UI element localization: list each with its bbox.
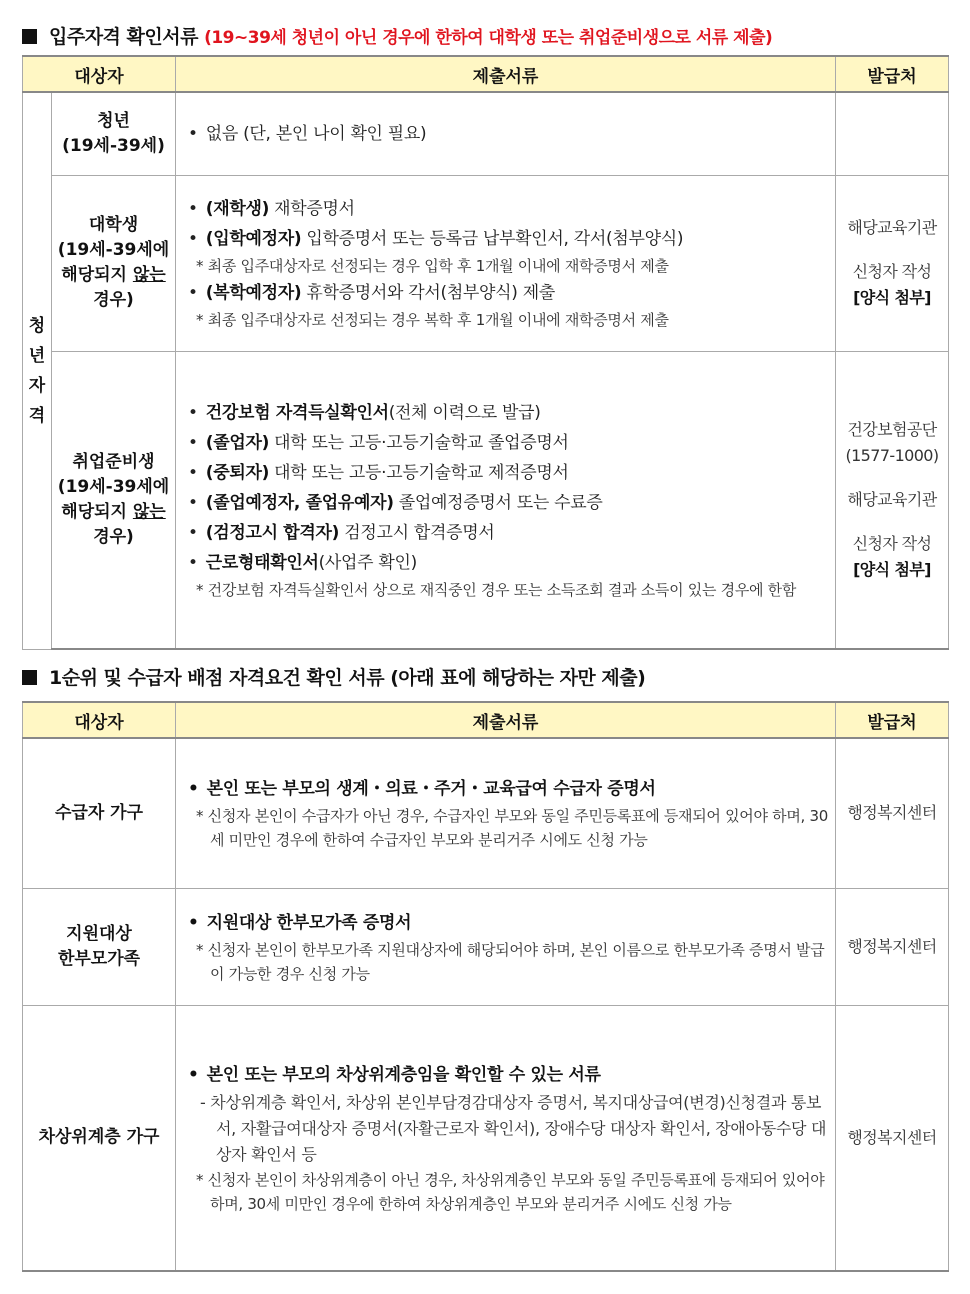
header-docs: 제출서류 xyxy=(176,702,836,738)
target-cell-student: 대학생 (19세-39세에 해당되지 않는 경우) xyxy=(52,175,176,351)
section2-title: 1순위 및 수급자 배점 자격요건 확인 서류 (아래 표에 해당하는 자만 제출) xyxy=(22,663,645,690)
note: * 신청자 본인이 차상위계층이 아닌 경우, 차상위계층인 부모와 동일 주민등록표에 등재되어 있어야 하며, 30세 미만인 경우에 한하여 차상위계층인 부모와 분리거주 시에도 신청 가능 xyxy=(196,1170,825,1213)
note: * 신청자 본인이 한부모가족 지원대상자에 해당되어야 하며, 본인 이름으로 한부모가족 증명서 발급이 가능한 경우 신청 가능 xyxy=(196,940,825,983)
header-target: 대상자 xyxy=(23,56,176,92)
target-cell-youth: 청년 (19세-39세) xyxy=(52,92,176,175)
table-header-row xyxy=(23,56,949,92)
header-issuer: 발급처 xyxy=(836,56,949,92)
issuer-cell-recipient: 행정복지센터 xyxy=(836,738,949,888)
list-item: • (재학생) 재학증명서 xyxy=(188,194,829,224)
list-item: • (검정고시 합격자) 검정고시 합격증명서 xyxy=(188,518,829,548)
note: * 최종 입주대상자로 선정되는 경우 입학 후 1개월 이내에 재학증명서 제출 xyxy=(196,257,669,275)
note: * 최종 입주대상자로 선정되는 경우 복학 후 1개월 이내에 재학증명서 제출 xyxy=(196,311,669,329)
section1-title: 입주자격 확인서류 (19~39세 청년이 아닌 경우에 한하여 대학생 또는 취업준비생으로 서류 제출) xyxy=(22,22,772,49)
table-row xyxy=(23,738,949,888)
header-docs: 제출서류 xyxy=(176,56,836,92)
list-item: • (중퇴자) 대학 또는 고등·고등기술학교 제적증명서 xyxy=(188,458,829,488)
target-cell-recipient: 수급자 가구 xyxy=(23,738,176,888)
square-bullet-icon xyxy=(22,29,37,44)
target-cell-job-seeker: 취업준비생 (19세-39세에 해당되지 않는 경우) xyxy=(52,351,176,649)
table-row xyxy=(23,351,949,649)
list-item: • (입학예정자) 입학증명서 또는 등록금 납부확인서, 각서(첨부양식) xyxy=(188,224,829,254)
list-item: • 지원대상 한부모가족 증명서 xyxy=(188,908,829,938)
header-target: 대상자 xyxy=(23,702,176,738)
docs-cell-near-poor xyxy=(176,1005,836,1271)
list-item: • 없음 (단, 본인 나이 확인 필요) xyxy=(188,119,829,149)
target-cell-single-parent: 지원대상 한부모가족 xyxy=(23,888,176,1005)
docs-cell-single-parent xyxy=(176,888,836,1005)
priority-documents-table xyxy=(22,701,949,1272)
list-item: • (졸업자) 대학 또는 고등·고등기술학교 졸업증명서 xyxy=(188,428,829,458)
section1-title-note: (19~39세 청년이 아닌 경우에 한하여 대학생 또는 취업준비생으로 서류 제출) xyxy=(204,28,773,48)
section2-title-note: (아래 표에 해당하는 자만 제출) xyxy=(390,667,646,689)
docs-cell-job-seeker xyxy=(176,351,836,649)
youth-eligibility-group-label: 청 년 자 격 xyxy=(23,92,52,649)
issuer-cell-job-seeker: 건강보험공단 (1577-1000) 해당교육기관 신청자 작성 [양식 첨부] xyxy=(836,351,949,649)
table-row xyxy=(23,175,949,351)
docs-cell-student xyxy=(176,175,836,351)
docs-cell-youth xyxy=(176,92,836,175)
list-item: • (졸업예정자, 졸업유예자) 졸업예정증명서 또는 수료증 xyxy=(188,488,829,518)
issuer-cell-single-parent: 행정복지센터 xyxy=(836,888,949,1005)
note: * 건강보험 자격득실확인서 상으로 재직중인 경우 또는 소득조회 결과 소득이 있는 경우에 한함 xyxy=(196,580,797,599)
issuer-cell-near-poor: 행정복지센터 xyxy=(836,1005,949,1271)
table-row xyxy=(23,1005,949,1271)
target-cell-near-poor: 차상위계층 가구 xyxy=(23,1005,176,1271)
list-item: • 건강보험 자격득실확인서(전체 이력으로 발급) xyxy=(188,398,829,428)
square-bullet-icon xyxy=(22,670,37,685)
list-item: • 본인 또는 부모의 생계・의료・주거・교육급여 수급자 증명서 xyxy=(188,774,829,804)
list-item: • 본인 또는 부모의 차상위계층임을 확인할 수 있는 서류 xyxy=(188,1060,829,1090)
table-header-row xyxy=(23,702,949,738)
list-item: • (복학예정자) 휴학증명서와 각서(첨부양식) 제출 xyxy=(188,278,829,308)
docs-cell-recipient xyxy=(176,738,836,888)
issuer-cell-youth xyxy=(836,92,949,175)
eligibility-documents-table xyxy=(22,55,949,650)
table-row xyxy=(23,888,949,1005)
table-row xyxy=(23,92,949,175)
list-item: • 근로형태확인서(사업주 확인) xyxy=(188,548,829,578)
header-issuer: 발급처 xyxy=(836,702,949,738)
issuer-cell-student: 해당교육기관 신청자 작성 [양식 첨부] xyxy=(836,175,949,351)
note: * 신청자 본인이 수급자가 아닌 경우, 수급자인 부모와 동일 주민등록표에 등재되어 있어야 하며, 30세 미만인 경우에 한하여 수급자인 부모와 분리거주 시에도 신청 가능 xyxy=(196,807,828,850)
detail-text: - 차상위계층 확인서, 차상위 본인부담경감대상자 증명서, 복지대상급여(변경)신청결과 통보서, 자활급여대상자 증명서(자활근로자 확인서), 장애수당 대상자 확인서, 장애아동수당 대상자 확인서 등 xyxy=(200,1092,827,1164)
